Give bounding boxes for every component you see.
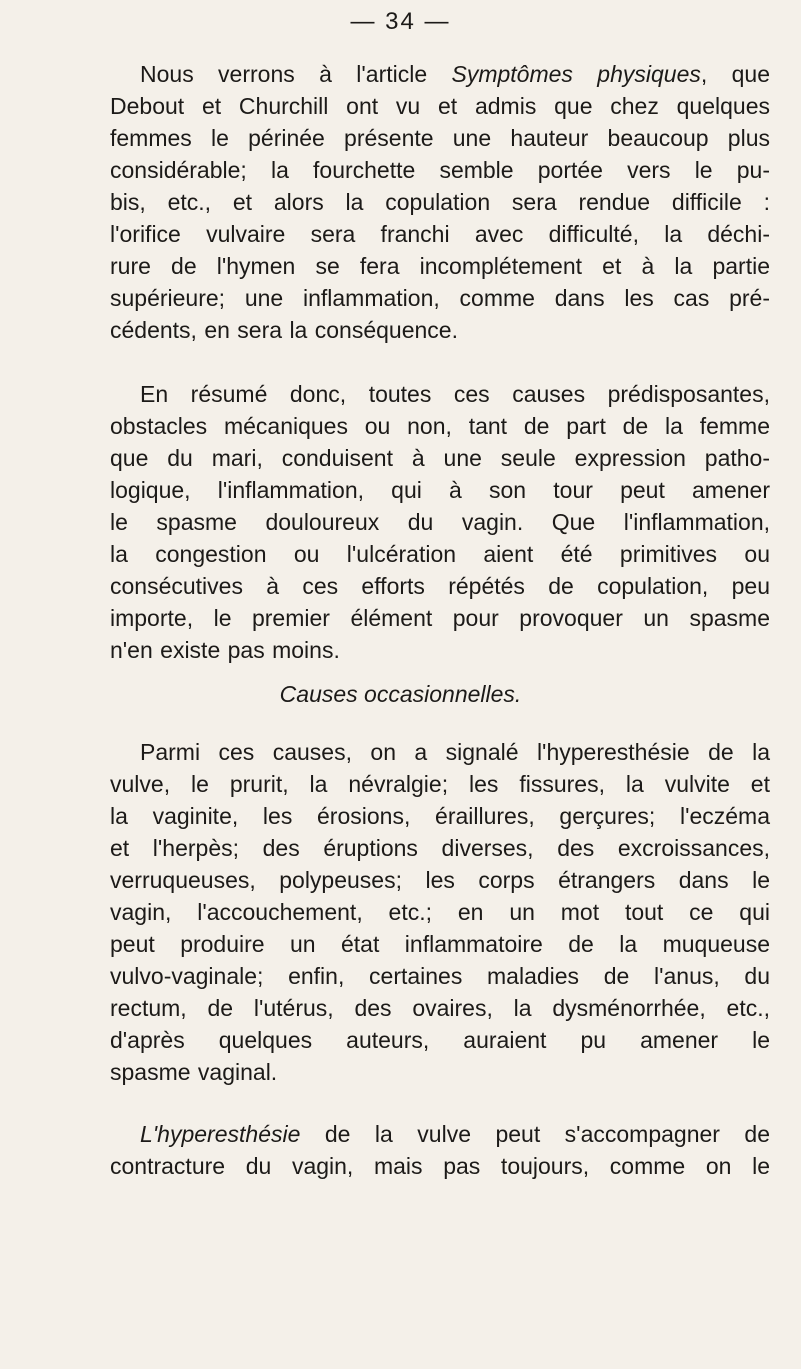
paragraph-1-line-1: Nous verrons à l'article Symptômes physiques, que (140, 61, 770, 87)
paragraph-2 (110, 378, 770, 666)
paragraph-2-line-7: consécutives à ces efforts répétés de copulation, peu (110, 573, 770, 599)
paragraph-3 (110, 736, 770, 1088)
paragraph-2-line-8: importe, le premier élément pour provoquer un spasme (110, 605, 770, 631)
paragraph-1-line-8: supérieure; une inflammation, comme dans les cas pré- (110, 285, 770, 311)
paragraph-3-line-9: rectum, de l'utérus, des ovaires, la dysménorrhée, etc., (110, 995, 770, 1021)
paragraph-2-line-4: logique, l'inflammation, qui à son tour peut amener (110, 477, 770, 503)
paragraph-2-line-3: que du mari, conduisent à une seule expression patho- (110, 445, 770, 471)
paragraph-3-line-4: et l'herpès; des éruptions diverses, des excroissances, (110, 835, 770, 861)
paragraph-3-line-3: la vaginite, les érosions, éraillures, gerçures; l'eczéma (110, 803, 770, 829)
paragraph-1-line-7: rure de l'hymen se fera incomplétement et à la partie (110, 253, 770, 279)
paragraph-1-line-3: femmes le périnée présente une hauteur beaucoup plus (110, 125, 770, 151)
emphasis-symptomes-physiques: Symptômes physiques (451, 61, 701, 87)
emphasis-hyperesthesie: L'hyperesthésie (140, 1121, 301, 1147)
paragraph-3-line-1: Parmi ces causes, on a signalé l'hyperesthésie de la (140, 739, 770, 765)
paragraph-1-line-9: cédents, en sera la conséquence. (110, 317, 458, 343)
paragraph-3-line-8: vulvo-vaginale; enfin, certaines maladies de l'anus, du (110, 963, 770, 989)
paragraph-3-line-6: vagin, l'accouchement, etc.; en un mot tout ce qui (110, 899, 770, 925)
paragraph-3-line-7: peut produire un état inflammatoire de la muqueuse (110, 931, 770, 957)
paragraph-4-line-1: L'hyperesthésie de la vulve peut s'accompagner de (140, 1121, 770, 1147)
paragraph-3-line-11: spasme vaginal. (110, 1059, 278, 1085)
paragraph-1-line-6: l'orifice vulvaire sera franchi avec difficulté, la déchi- (110, 221, 770, 247)
paragraph-3-line-5: verruqueuses, polypeuses; les corps étrangers dans le (110, 867, 770, 893)
paragraph-3-line-10: d'après quelques auteurs, auraient pu amener le (110, 1027, 770, 1053)
page-number: — 34 — (350, 8, 451, 35)
paragraph-2-line-5: le spasme douloureux du vagin. Que l'inflammation, (110, 509, 770, 535)
paragraph-4 (110, 1118, 770, 1182)
paragraph-1-line-4: considérable; la fourchette semble portée vers le pu- (110, 157, 770, 183)
paragraph-1-line-5: bis, etc., et alors la copulation sera rendue difficile : (110, 189, 770, 215)
paragraph-1-line-2: Debout et Churchill ont vu et admis que chez quelques (110, 93, 770, 119)
paragraph-1 (110, 58, 770, 346)
paragraph-2-line-9: n'en existe pas moins. (110, 637, 340, 663)
section-heading: Causes occasionnelles. (279, 681, 522, 707)
paragraph-4-line-2: contracture du vagin, mais pas toujours, comme on le (110, 1153, 770, 1179)
paragraph-2-line-2: obstacles mécaniques ou non, tant de part de la femme (110, 413, 770, 439)
paragraph-3-line-2: vulve, le prurit, la névralgie; les fissures, la vulvite et (110, 771, 770, 797)
paragraph-2-line-1: En résumé donc, toutes ces causes prédisposantes, (140, 381, 770, 407)
paragraph-2-line-6: la congestion ou l'ulcération aient été primitives ou (110, 541, 770, 567)
